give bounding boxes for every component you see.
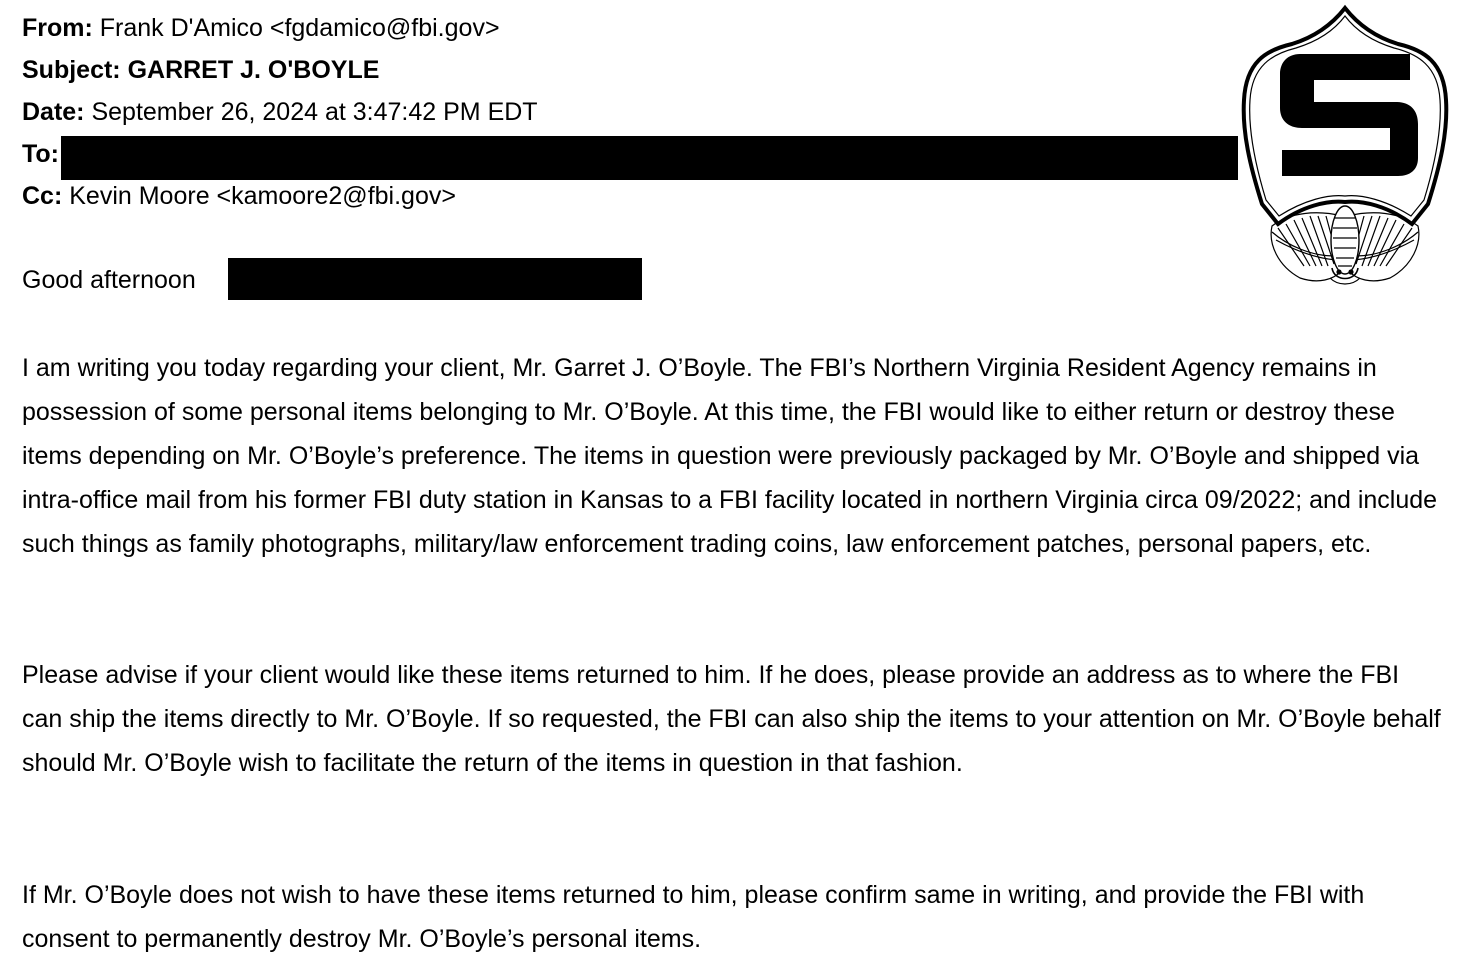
from-label: From: [22,14,93,42]
to-line [22,139,59,169]
eagle-emblem [1271,206,1419,284]
to-redaction-bar [61,136,1238,180]
cc-line [22,181,456,211]
date-line [22,97,538,127]
cc-label: Cc: [22,182,63,210]
subject-line [22,55,379,85]
subject-label: Subject: [22,56,121,84]
from-value: Frank D'Amico <fgdamico@fbi.gov> [99,14,500,42]
letter-s-glyph [1280,54,1418,176]
greeting-redaction-bar [228,258,642,300]
shield-s-eagle-seal-icon [1238,4,1452,290]
cc-value: Kevin Moore <kamoore2@fbi.gov> [69,182,456,210]
body-paragraph: I am writing you today regarding your client, Mr. Garret J. O’Boyle. The FBI’s Northern Virginia Resident Agency remains in possession of some personal items belonging to Mr. O’Boyle. At this time, the FBI would like to either return or destroy these items depending on Mr. O’Boyle’s preference. The items in question were previously packaged by Mr. O’Boyle and shipped via intra-office mail from his former FBI duty station in Kansas to a FBI facility located in northern Virginia circa 09/2022; and include such things as family photographs, military/law enforcement trading coins, law enforcement patches, personal papers, etc. [22,354,1438,558]
subject-value: GARRET J. O'BOYLE [127,56,380,84]
date-value: September 26, 2024 at 3:47:42 PM EDT [91,98,538,126]
from-line [22,13,500,43]
date-label: Date: [22,98,85,126]
body-paragraph: Please advise if your client would like these items returned to him. If he does, please provide an address as to where the FBI can ship the items directly to Mr. O’Boyle. If so requested, the FBI can also ship the items to your attention on Mr. O’Boyle behalf should Mr. O’Boyle wish to facilitate the return of the items in question in that fashion. [22,661,1441,777]
body-paragraph: If Mr. O’Boyle does not wish to have these items returned to him, please confirm same in writing, and provide the FBI with consent to permanently destroy Mr. O’Boyle’s personal items. [22,881,1365,953]
greeting-text: Good afternoon [22,266,196,294]
to-label: To: [22,140,60,168]
